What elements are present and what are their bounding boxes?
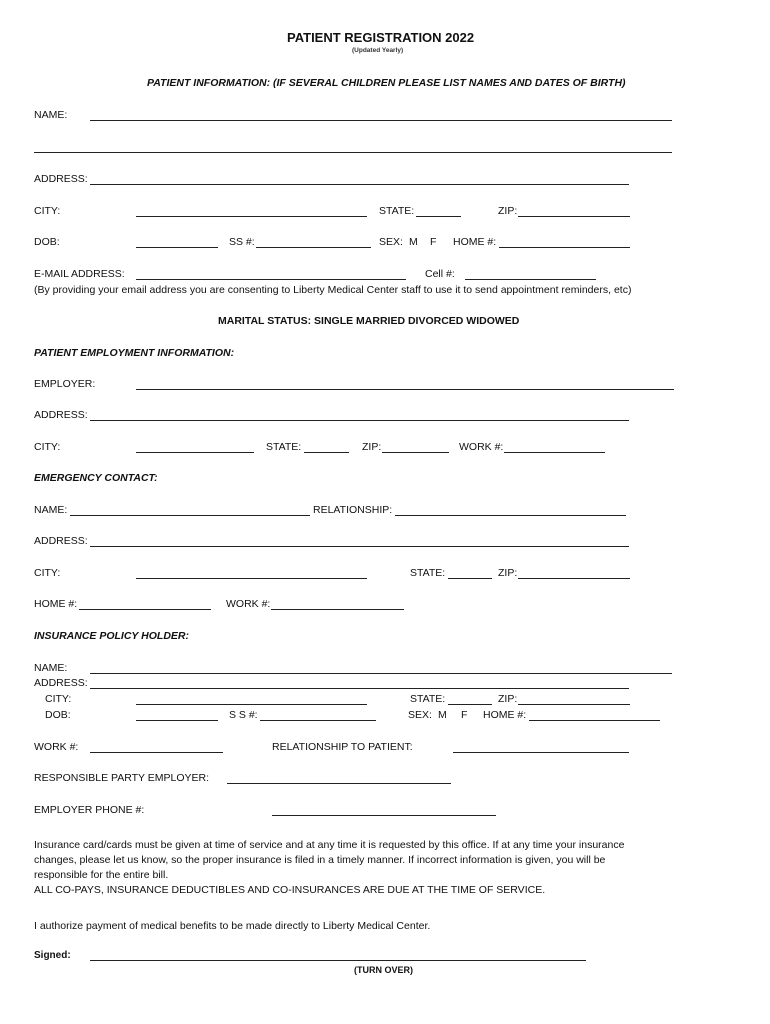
insurance-zip-field[interactable]	[518, 704, 630, 705]
patient-address-field[interactable]	[90, 184, 629, 185]
insurance-ss-label: S S #:	[229, 709, 258, 721]
patient-cell-field[interactable]	[465, 279, 596, 280]
signed-label: Signed:	[34, 950, 71, 961]
emergency-zip-label: ZIP:	[498, 567, 518, 579]
patient-dob-field[interactable]	[136, 247, 218, 248]
patient-email-field[interactable]	[136, 279, 406, 280]
employment-heading: PATIENT EMPLOYMENT INFORMATION:	[34, 347, 235, 359]
emergency-name-field[interactable]	[70, 515, 310, 516]
emergency-home-field[interactable]	[79, 609, 211, 610]
emergency-state-label: STATE:	[410, 567, 446, 579]
employment-state-label: STATE:	[266, 441, 302, 453]
insurance-heading: INSURANCE POLICY HOLDER:	[34, 630, 189, 642]
patient-city-label: CITY:	[34, 205, 61, 217]
patient-sex-label: SEX:	[379, 236, 403, 248]
employer-phone-field[interactable]	[272, 815, 496, 816]
page-title: PATIENT REGISTRATION 2022	[287, 30, 475, 45]
responsible-employer-field[interactable]	[227, 783, 451, 784]
patient-home-field[interactable]	[499, 247, 630, 248]
emergency-heading: EMERGENCY CONTACT:	[34, 472, 158, 484]
emergency-relationship-field[interactable]	[395, 515, 626, 516]
notice-line-3: responsible for the entire bill.	[34, 869, 169, 881]
employment-address-field[interactable]	[90, 420, 629, 421]
insurance-state-label: STATE:	[410, 693, 446, 705]
insurance-sex-f-option[interactable]: F	[461, 709, 468, 721]
patient-zip-field[interactable]	[518, 216, 630, 217]
responsible-employer-label: RESPONSIBLE PARTY EMPLOYER:	[34, 772, 210, 784]
relationship-to-patient-field[interactable]	[453, 752, 629, 753]
employer-field[interactable]	[136, 389, 674, 390]
insurance-city-label: CITY:	[45, 693, 72, 705]
signature-field[interactable]	[90, 960, 586, 961]
employment-state-field[interactable]	[304, 452, 349, 453]
patient-name-label: NAME:	[34, 109, 68, 121]
patient-state-field[interactable]	[416, 216, 461, 217]
insurance-sex-label: SEX:	[408, 709, 432, 721]
page-subtitle: (Updated Yearly)	[352, 47, 404, 54]
notice-line-1: Insurance card/cards must be given at time of service and at any time it is requested by this office. If at any time your insurance	[34, 839, 625, 851]
emergency-zip-field[interactable]	[518, 578, 630, 579]
employment-zip-label: ZIP:	[362, 441, 382, 453]
relationship-to-patient-label: RELATIONSHIP TO PATIENT:	[272, 741, 413, 753]
notice-line-2: changes, please let us know, so the proper insurance is filed in a timely manner. If incorrect information is given, you will be	[34, 854, 606, 866]
patient-sex-m-option[interactable]: M	[409, 236, 418, 248]
patient-zip-label: ZIP:	[498, 205, 518, 217]
employment-work-field[interactable]	[504, 452, 605, 453]
patient-home-label: HOME #:	[453, 236, 497, 248]
email-consent-note: (By providing your email address you are consenting to Liberty Medical Center staff to use it to send appointment reminders, etc)	[34, 284, 632, 296]
insurance-work-label: WORK #:	[34, 741, 79, 753]
patient-sex-f-option[interactable]: F	[430, 236, 437, 248]
insurance-sex-m-option[interactable]: M	[438, 709, 447, 721]
insurance-name-field[interactable]	[90, 673, 672, 674]
patient-dob-label: DOB:	[34, 236, 60, 248]
authorization-statement: I authorize payment of medical benefits to be made directly to Liberty Medical Center.	[34, 920, 431, 932]
patient-address-label: ADDRESS:	[34, 173, 88, 185]
emergency-home-label: HOME #:	[34, 598, 78, 610]
patient-info-heading: PATIENT INFORMATION: (IF SEVERAL CHILDREN PLEASE LIST NAMES AND DATES OF BIRTH)	[147, 77, 626, 89]
marital-status: MARITAL STATUS: SINGLE MARRIED DIVORCED WIDOWED	[218, 315, 520, 327]
insurance-home-label: HOME #:	[483, 709, 527, 721]
employment-city-field[interactable]	[136, 452, 254, 453]
emergency-work-label: WORK #:	[226, 598, 271, 610]
emergency-city-label: CITY:	[34, 567, 61, 579]
turn-over-note: (TURN OVER)	[354, 965, 413, 975]
insurance-name-label: NAME:	[34, 662, 68, 674]
employment-work-label: WORK #:	[459, 441, 504, 453]
insurance-ss-field[interactable]	[260, 720, 376, 721]
notice-line-4: ALL CO-PAYS, INSURANCE DEDUCTIBLES AND CO-INSURANCES ARE DUE AT THE TIME OF SERVICE.	[34, 884, 546, 896]
patient-ss-field[interactable]	[256, 247, 371, 248]
patient-name-field-2[interactable]	[34, 152, 672, 153]
insurance-home-field[interactable]	[529, 720, 660, 721]
emergency-name-label: NAME:	[34, 504, 68, 516]
insurance-dob-field[interactable]	[136, 720, 218, 721]
emergency-address-label: ADDRESS:	[34, 535, 88, 547]
patient-state-label: STATE:	[379, 205, 415, 217]
emergency-city-field[interactable]	[136, 578, 367, 579]
insurance-city-field[interactable]	[136, 704, 367, 705]
emergency-work-field[interactable]	[271, 609, 404, 610]
employment-address-label: ADDRESS:	[34, 409, 88, 421]
insurance-state-field[interactable]	[448, 704, 492, 705]
insurance-address-field[interactable]	[90, 688, 629, 689]
employer-phone-label: EMPLOYER PHONE #:	[34, 804, 145, 816]
employer-label: EMPLOYER:	[34, 378, 96, 390]
emergency-address-field[interactable]	[90, 546, 629, 547]
patient-ss-label: SS #:	[229, 236, 255, 248]
insurance-dob-label: DOB:	[45, 709, 71, 721]
emergency-relationship-label: RELATIONSHIP:	[313, 504, 393, 516]
insurance-work-field[interactable]	[90, 752, 223, 753]
insurance-address-label: ADDRESS:	[34, 677, 88, 689]
patient-city-field[interactable]	[136, 216, 367, 217]
emergency-state-field[interactable]	[448, 578, 492, 579]
employment-city-label: CITY:	[34, 441, 61, 453]
patient-cell-label: Cell #:	[425, 268, 455, 280]
insurance-policy-notice	[34, 838, 704, 898]
patient-email-label: E-MAIL ADDRESS:	[34, 268, 125, 280]
patient-name-field[interactable]	[90, 120, 672, 121]
insurance-zip-label: ZIP:	[498, 693, 518, 705]
employment-zip-field[interactable]	[382, 452, 449, 453]
